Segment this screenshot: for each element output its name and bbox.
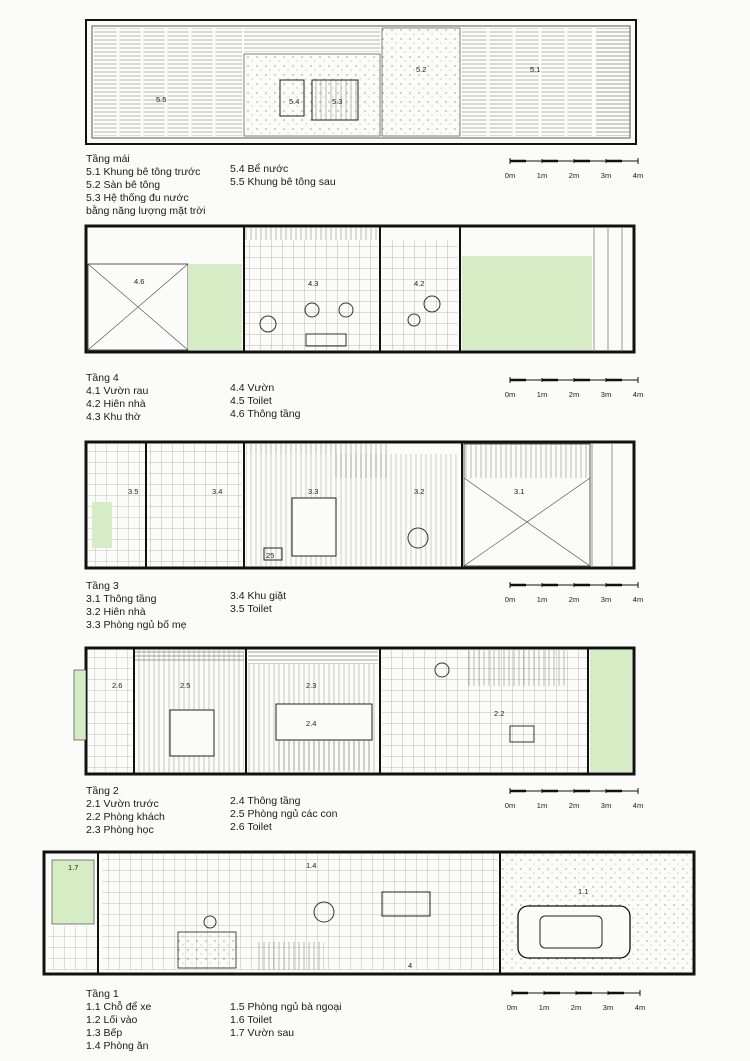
floor-title: Tầng mái [86,153,130,165]
room-label: 5.1 [530,65,541,74]
scale-label: 0m [504,390,516,399]
toilet-planting [74,670,86,740]
legend-item: 2.3 Phòng học [86,824,154,836]
legend-item: 1.6 Toilet [230,1014,272,1026]
front-garden [590,650,632,772]
legend-item: 2.6 Toilet [230,821,272,833]
floor-3-plan [84,440,640,572]
legend-item: 4.2 Hiên nhà [86,398,146,410]
toilet-planting [92,502,112,548]
legend-item: 3.1 Thông tầng [86,593,157,605]
scale-bar [505,156,665,182]
room-label: 2.4 [306,719,317,728]
room-label: 2.2 [494,709,505,718]
scale-bar [507,988,667,1014]
scale-label: 1m [536,801,548,810]
vegetable-garden [188,264,242,350]
bed [292,498,336,556]
room-label: 3.4 [212,487,223,496]
legend-item: 5.3 Hệ thống đu nước [86,192,189,204]
scale-label: 4m [632,171,644,180]
roof-plan [84,18,640,150]
legend-item: 4.4 Vườn [230,382,275,394]
scale-label: 3m [602,1003,614,1012]
floor-title: Tầng 4 [86,372,119,384]
scale-label: 0m [504,171,516,180]
scale-label: 3m [600,171,612,180]
roof-legend [86,153,386,217]
room-label: 3.3 [308,487,319,496]
room-label: 4 [408,961,413,970]
scale-label: 4m [632,595,644,604]
room-label: 2.6 [112,681,123,690]
scale-label: 1m [536,595,548,604]
car-icon [518,906,630,958]
legend-item: 4.6 Thông tầng [230,408,301,420]
scale-label: 2m [568,801,580,810]
legend-item: 3.3 Phòng ngủ bố mẹ [86,619,187,631]
room-label: 3.2 [414,487,425,496]
legend-item: 2.1 Vườn trước [86,798,159,810]
floor-2-legend [86,785,386,839]
legend-item: 4.3 Khu thờ [86,411,141,423]
legend-item: 2.2 Phòng khách [86,811,165,823]
floor-3-legend [86,580,386,634]
void [276,704,372,740]
legend-item: 2.5 Phòng ngủ các con [230,808,338,820]
room-label: 4.3 [308,279,319,288]
room-label: 4.2 [414,279,425,288]
legend-item: 1.1 Chỗ để xe [86,1001,152,1013]
legend-item: 3.5 Toilet [230,603,272,615]
legend-item: 5.1 Khung bê tông trước [86,166,201,178]
room-label: 5.3 [332,97,343,106]
legend-item: 3.4 Khu giặt [230,590,287,602]
room-label: 5.4 [289,97,300,106]
scale-label: 0m [504,595,516,604]
room-label: 25 [266,551,275,560]
floor-2-plan [72,646,642,778]
scale-label: 1m [538,1003,550,1012]
floor-1-legend [86,988,386,1056]
floor-title: Tầng 1 [86,988,119,1000]
legend-item: 3.2 Hiên nhà [86,606,146,618]
legend-item: bằng năng lượng mặt trời [86,205,206,217]
scale-label: 3m [600,595,612,604]
room-label: 4.6 [134,277,145,286]
scale-label: 1m [536,171,548,180]
floor-1-plan [42,848,702,978]
legend-item: 4.1 Vườn rau [86,385,149,397]
legend-item: 1.5 Phòng ngủ bà ngoại [230,1001,342,1013]
legend-item: 1.3 Bếp [86,1027,123,1039]
scale-label: 2m [570,1003,582,1012]
garden [462,256,592,350]
scale-label: 4m [632,801,644,810]
room-label: 3.1 [514,487,525,496]
scale-label: 1m [536,390,548,399]
room-label: 2.5 [180,681,191,690]
legend-item: 5.5 Khung bê tông sau [230,176,336,188]
floor-title: Tầng 2 [86,785,119,797]
floor-title: Tầng 3 [86,580,119,592]
scale-label: 3m [600,390,612,399]
legend-item: 4.5 Toilet [230,395,272,407]
scale-label: 2m [568,595,580,604]
room-label: 5.5 [156,95,167,104]
legend-item: 2.4 Thông tầng [230,795,301,807]
room-label: 1.7 [68,863,79,872]
legend-item: 1.7 Vườn sau [230,1027,295,1039]
bed [170,710,214,756]
legend-item: 1.2 Lối vào [86,1014,138,1026]
scale-label: 3m [600,801,612,810]
legend-item: 1.4 Phòng ăn [86,1040,149,1052]
front-concrete-frame [462,28,630,136]
floor-4-legend [86,372,386,426]
floor-4-plan [84,224,640,356]
scale-label: 4m [634,1003,646,1012]
scale-bar [505,580,665,606]
scale-label: 4m [632,390,644,399]
legend-item: 5.4 Bể nước [230,163,289,175]
room-label: 2.3 [306,681,317,690]
scale-bar [505,375,665,401]
scale-label: 0m [506,1003,518,1012]
scale-bar [505,786,665,812]
room-label: 1.1 [578,887,589,896]
scale-label: 2m [568,171,580,180]
scale-label: 0m [504,801,516,810]
room-label: 3.5 [128,487,139,496]
rear-concrete-frame [94,28,242,136]
room-label: 5.2 [416,65,427,74]
scale-label: 2m [568,390,580,399]
room-label: 1.4 [306,861,317,870]
legend-item: 5.2 Sàn bê tông [86,179,161,191]
